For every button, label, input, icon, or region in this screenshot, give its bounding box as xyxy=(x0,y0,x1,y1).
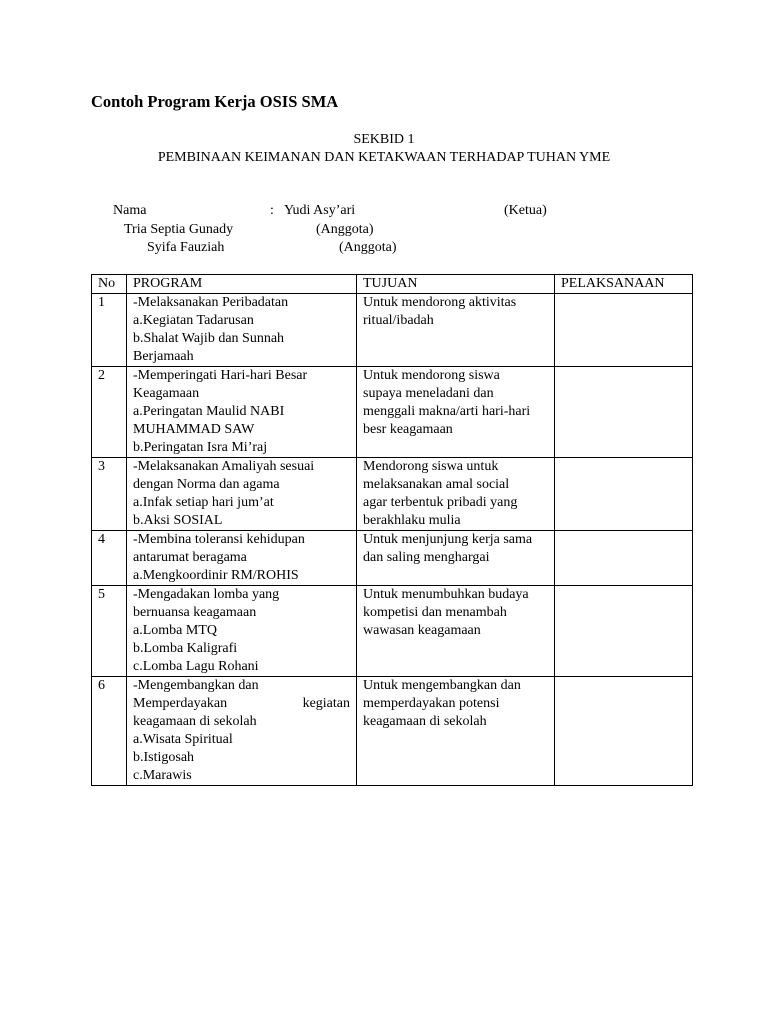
tujuan-line: memperdayakan potensi xyxy=(363,696,500,711)
program-line: b.Peringatan Isra Mi’raj xyxy=(133,440,268,455)
program-line: a.Kegiatan Tadarusan xyxy=(133,313,254,328)
anggota-2-role: (Anggota) xyxy=(339,240,397,255)
program-line: c.Marawis xyxy=(133,768,192,783)
row-no: 6 xyxy=(92,677,127,786)
program-line: MUHAMMAD SAW xyxy=(133,422,255,437)
ketua-role: (Ketua) xyxy=(504,203,547,218)
table-header-row xyxy=(92,275,693,294)
row-program xyxy=(127,294,357,367)
program-line: -Melaksanakan Peribadatan xyxy=(133,295,289,310)
tujuan-line: besr keagamaan xyxy=(363,422,453,437)
program-line-justified xyxy=(133,695,350,713)
row-no: 3 xyxy=(92,458,127,531)
nama-label: Nama xyxy=(113,203,147,218)
tujuan-line: supaya meneladani dan xyxy=(363,386,494,401)
row-pelaksanaan xyxy=(555,294,693,367)
row-tujuan xyxy=(357,586,555,677)
row-pelaksanaan xyxy=(555,531,693,586)
tujuan-line: berakhlaku mulia xyxy=(363,513,461,528)
program-line: c.Lomba Lagu Rohani xyxy=(133,659,259,674)
program-line: -Mengadakan lomba yang xyxy=(133,587,280,602)
table-row xyxy=(92,294,693,367)
tujuan-line: menggali makna/arti hari-hari xyxy=(363,404,531,419)
sekbid-heading: SEKBID 1 xyxy=(353,132,415,147)
tujuan-line: kompetisi dan menambah xyxy=(363,605,507,620)
program-line: -Membina toleransi kehidupan xyxy=(133,532,305,547)
program-line: Keagamaan xyxy=(133,386,200,401)
tujuan-line: wawasan keagamaan xyxy=(363,623,481,638)
tujuan-line: Mendorong siswa untuk xyxy=(363,459,499,474)
tujuan-line: Untuk mengembangkan dan xyxy=(363,678,521,693)
tujuan-line: ritual/ibadah xyxy=(363,313,434,328)
row-tujuan xyxy=(357,367,555,458)
table-row xyxy=(92,367,693,458)
row-program xyxy=(127,531,357,586)
ketua-name: Yudi Asy’ari xyxy=(284,203,356,218)
row-tujuan xyxy=(357,458,555,531)
table-row xyxy=(92,458,693,531)
program-line: Berjamaah xyxy=(133,349,194,364)
row-pelaksanaan xyxy=(555,458,693,531)
tujuan-line: Untuk mendorong siswa xyxy=(363,368,500,383)
sekbid-subtitle: PEMBINAAN KEIMANAN DAN KETAKWAAN TERHADAP TUHAN YME xyxy=(157,150,611,165)
row-tujuan xyxy=(357,531,555,586)
header-no: No xyxy=(92,275,127,294)
program-word: Memperdayakan xyxy=(133,696,228,711)
program-line: b.Aksi SOSIAL xyxy=(133,513,223,528)
row-tujuan xyxy=(357,294,555,367)
row-program xyxy=(127,367,357,458)
program-line: -Memperingati Hari-hari Besar xyxy=(133,368,308,383)
row-no: 5 xyxy=(92,586,127,677)
table-row xyxy=(92,531,693,586)
table-row xyxy=(92,586,693,677)
program-line: a.Wisata Spiritual xyxy=(133,732,233,747)
program-line: a.Mengkoordinir RM/ROHIS xyxy=(133,568,299,583)
tujuan-line: dan saling menghargai xyxy=(363,550,490,565)
header-pelaksanaan: PELAKSANAAN xyxy=(555,275,693,294)
program-line: a.Peringatan Maulid NABI xyxy=(133,404,285,419)
program-line: -Mengembangkan dan xyxy=(133,678,259,693)
tujuan-line: Untuk mendorong aktivitas xyxy=(363,295,517,310)
table-row xyxy=(92,677,693,786)
document-title: Contoh Program Kerja OSIS SMA xyxy=(91,92,339,111)
tujuan-line: agar terbentuk pribadi yang xyxy=(363,495,518,510)
anggota-1-role: (Anggota) xyxy=(316,222,374,237)
program-line: b.Lomba Kaligrafi xyxy=(133,641,238,656)
program-line: a.Lomba MTQ xyxy=(133,623,217,638)
row-no: 1 xyxy=(92,294,127,367)
row-pelaksanaan xyxy=(555,586,693,677)
row-tujuan xyxy=(357,677,555,786)
program-line: a.Infak setiap hari jum’at xyxy=(133,495,274,510)
tujuan-line: Untuk menjunjung kerja sama xyxy=(363,532,533,547)
header-tujuan: TUJUAN xyxy=(357,275,555,294)
anggota-2-name: Syifa Fauziah xyxy=(147,240,225,255)
program-line: antarumat beragama xyxy=(133,550,247,565)
program-line: b.Istigosah xyxy=(133,750,195,765)
row-pelaksanaan xyxy=(555,367,693,458)
row-no: 4 xyxy=(92,531,127,586)
tujuan-line: keagamaan di sekolah xyxy=(363,714,487,729)
program-table xyxy=(91,274,693,786)
program-word: kegiatan xyxy=(302,696,350,711)
row-program xyxy=(127,458,357,531)
row-program xyxy=(127,677,357,786)
row-pelaksanaan xyxy=(555,677,693,786)
program-line: dengan Norma dan agama xyxy=(133,477,280,492)
header-program: PROGRAM xyxy=(127,275,357,294)
program-line: keagamaan di sekolah xyxy=(133,714,257,729)
tujuan-line: melaksanakan amal social xyxy=(363,477,510,492)
tujuan-line: Untuk menumbuhkan budaya xyxy=(363,587,529,602)
program-line: b.Shalat Wajib dan Sunnah xyxy=(133,331,285,346)
anggota-1-name: Tria Septia Gunady xyxy=(124,222,234,237)
nama-separator: : xyxy=(270,203,274,218)
program-line: -Melaksanakan Amaliyah sesuai xyxy=(133,459,315,474)
program-line: bernuansa keagamaan xyxy=(133,605,257,620)
row-no: 2 xyxy=(92,367,127,458)
row-program xyxy=(127,586,357,677)
